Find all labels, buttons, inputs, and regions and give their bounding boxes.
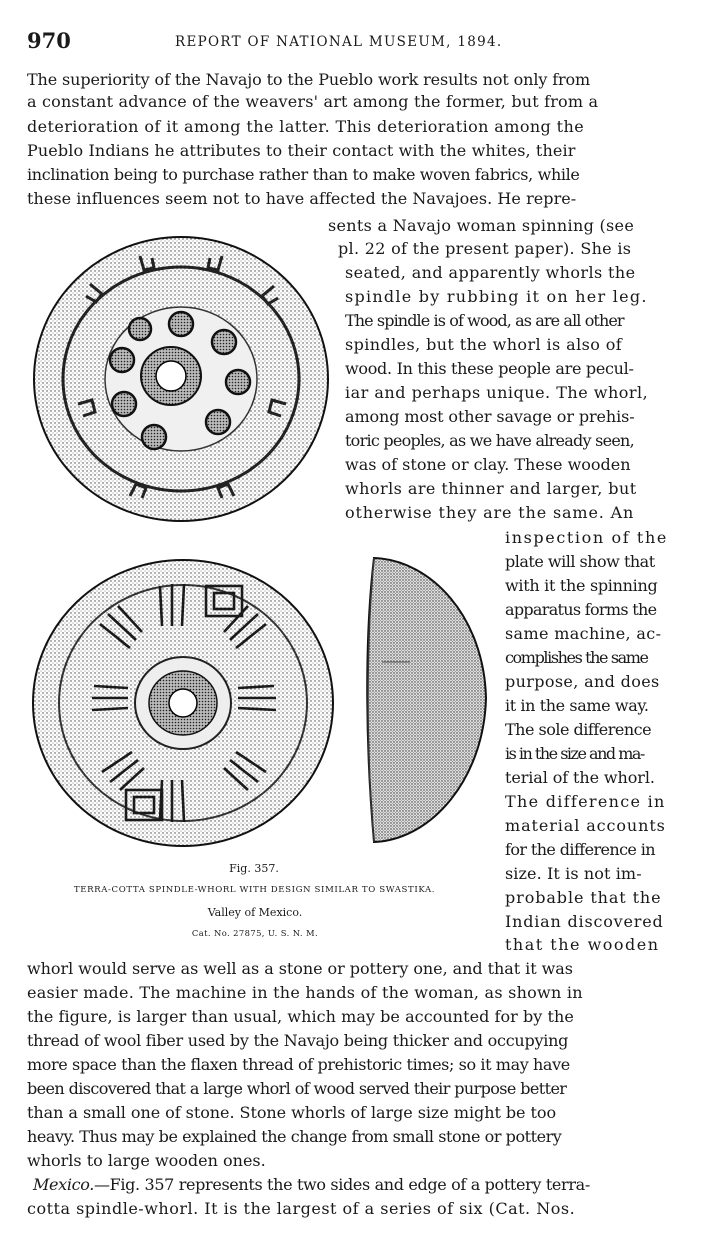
whorl-face-upper-illustration — [30, 234, 332, 524]
text-line: easier made. The machine in the hands of the woman, as shown in — [27, 983, 583, 1002]
text-line: been discovered that a large whorl of wood served their purpose better — [27, 1079, 567, 1098]
text-line: cotta spindle-whorl. It is the largest of a series of six (Cat. Nos. — [27, 1199, 576, 1218]
text-line: with it the spinning — [505, 576, 658, 595]
text-line: wood. In this these people are pecul- — [345, 359, 634, 378]
text-line: Indian discovered — [505, 912, 664, 931]
whorl-edge-illustration — [360, 552, 490, 846]
text-line: iar and perhaps unique. The whorl, — [345, 383, 649, 402]
section-lead: Mexico. — [33, 1175, 94, 1194]
text-line: terial of the whorl. — [505, 768, 655, 787]
text-line: seated, and apparently whorls the — [345, 263, 636, 282]
text-line: that the wooden — [505, 935, 660, 954]
text-line: whorls to large wooden ones. — [27, 1151, 266, 1170]
page-header — [27, 30, 685, 54]
figure-label: Fig. 357. — [229, 862, 279, 875]
text-line: The difference in — [505, 792, 666, 811]
page-number: 970 — [27, 28, 71, 53]
text-line — [33, 1174, 590, 1196]
text-line: material accounts — [505, 816, 666, 835]
text-line: it in the same way. — [505, 696, 649, 715]
text-line: whorl would serve as well as a stone or pottery one, and that it was — [27, 959, 573, 978]
text-line: a constant advance of the weavers' art among the former, but from a — [27, 92, 599, 111]
text-line: apparatus forms the — [505, 600, 657, 619]
text-line: is in the size and ma- — [505, 744, 644, 763]
text-line: toric peoples, as we have already seen, — [345, 431, 634, 450]
text-line: The superiority of the Navajo to the Pueblo work results not only from — [27, 70, 591, 89]
whorl-face-lower-illustration — [30, 556, 336, 850]
text-line: whorls are thinner and larger, but — [345, 479, 637, 498]
text-line: the figure, is larger than usual, which may be accounted for by the — [27, 1007, 574, 1026]
text-line: for the difference in — [505, 840, 656, 859]
figure-catalog-number: Cat. No. 27875, U. S. N. M. — [191, 928, 319, 938]
text-line: these influences seem not to have affected the Navajoes. He repre- — [27, 189, 577, 208]
text-line: otherwise they are the same. An — [345, 503, 635, 522]
text-line: spindle by rubbing it on her leg. — [345, 287, 648, 306]
text-line: was of stone or clay. These wooden — [345, 455, 631, 474]
text-line: deterioration of it among the latter. This deterioration among the — [27, 117, 585, 136]
text-line: plate will show that — [505, 552, 655, 571]
text-line: pl. 22 of the present paper). She is — [338, 239, 632, 258]
text-line: spindles, but the whorl is also of — [345, 335, 623, 354]
text-line: than a small one of stone. Stone whorls of large size might be too — [27, 1103, 557, 1122]
section-lead-text: —Fig. 357 represents the two sides and edge of a pottery terra- — [93, 1175, 590, 1194]
text-line: purpose, and does — [505, 672, 660, 691]
figure-location: Valley of Mexico. — [207, 906, 303, 919]
text-line: The spindle is of wood, as are all other — [345, 311, 624, 330]
text-line: The sole difference — [505, 720, 652, 739]
text-line: Pueblo Indians he attributes to their contact with the whites, their — [27, 141, 576, 160]
text-line: heavy. Thus may be explained the change from small stone or pottery — [27, 1127, 562, 1146]
text-line: complishes the same — [505, 648, 648, 667]
text-line: inspection of the — [505, 528, 668, 547]
running-head: REPORT OF NATIONAL MUSEUM, 1894. — [175, 34, 503, 50]
text-line: thread of wool fiber used by the Navajo being thicker and occupying — [27, 1031, 569, 1050]
figure-title: TERRA-COTTA SPINDLE-WHORL WITH DESIGN SIMILAR TO SWASTIKA. — [73, 885, 436, 895]
text-line: same machine, ac- — [505, 624, 662, 643]
text-line: sents a Navajo woman spinning (see — [328, 216, 635, 235]
text-line: among most other savage or prehis- — [345, 407, 635, 426]
text-line: size. It is not im- — [505, 864, 642, 883]
text-line: inclination being to purchase rather than to make woven fabrics, while — [27, 165, 580, 184]
text-line: more space than the flaxen thread of prehistoric times; so it may have — [27, 1055, 570, 1074]
text-line: probable that the — [505, 888, 662, 907]
